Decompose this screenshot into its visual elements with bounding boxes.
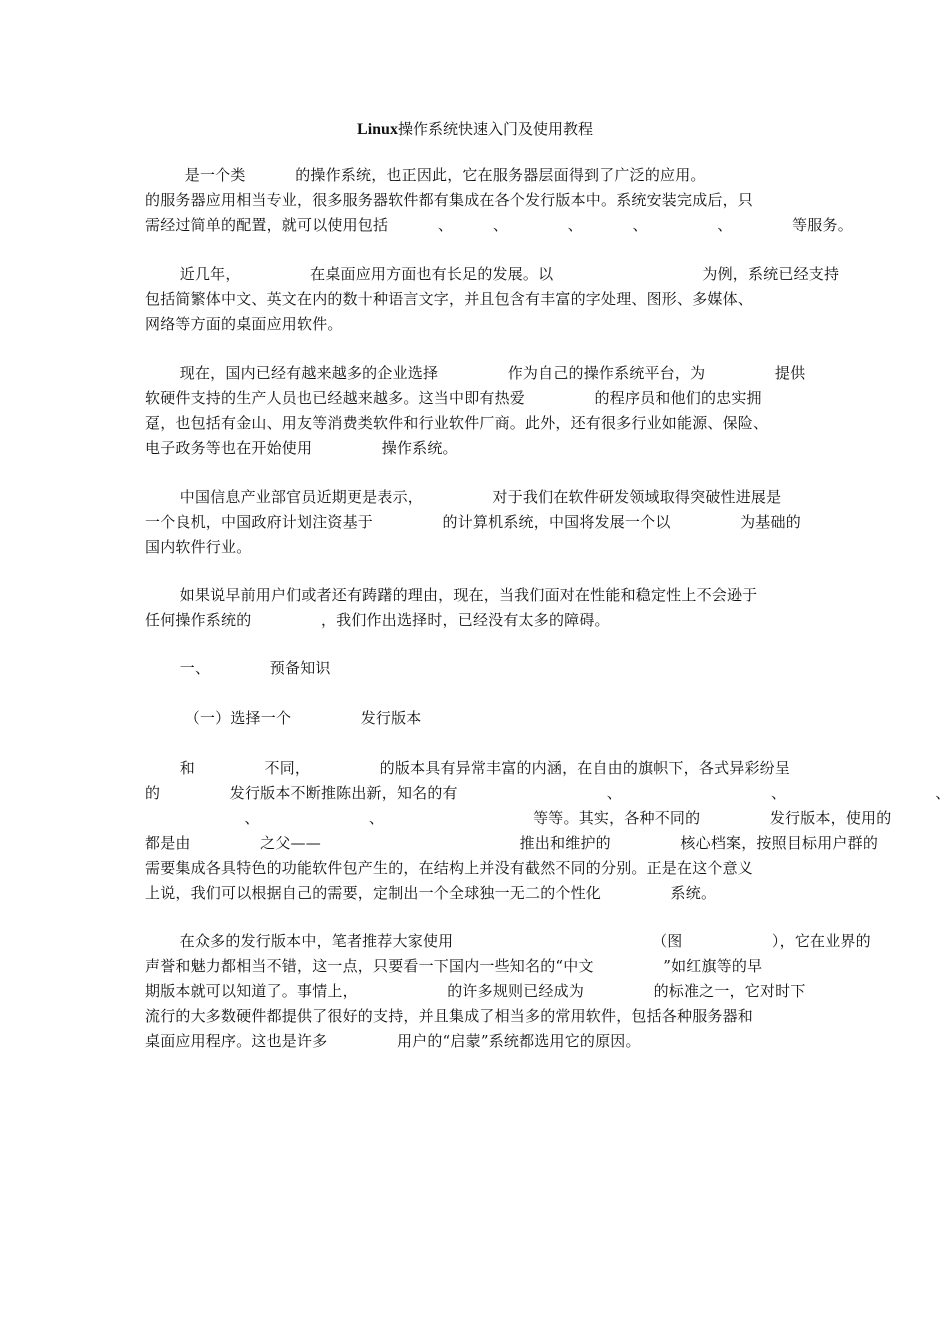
text-line: 的 发行版本不断推陈出新，知名的有 、 、 、 <box>145 784 950 802</box>
document-title <box>0 118 950 141</box>
text-line: 都是由 之父—— 推出和维护的 核心档案，按照目标用户群的 <box>145 834 879 852</box>
text-line: 一个良机，中国政府计划注资基于 的计算机系统，中国将发展一个以 为基础的 <box>145 513 801 531</box>
text-line: 如果说早前用户们或者还有踌躇的理由，现在，当我们面对在性能和稳定性上不会逊于 <box>145 586 758 604</box>
section-heading: 一、 预备知识 <box>145 659 331 677</box>
text-line: 国内软件行业。 <box>145 538 252 556</box>
text-line: 任何操作系统的 ，我们作出选择时，已经没有太多的障碍。 <box>145 611 610 629</box>
title-latin: Linux <box>357 121 398 138</box>
text-line: 是一个类 的操作系统，也正因此，它在服务器层面得到了广泛的应用。 <box>145 166 706 184</box>
text-line: 上说，我们可以根据自己的需要，定制出一个全球独一无二的个性化 系统。 <box>145 884 717 902</box>
text-line: 期版本就可以知道了。事情上， 的许多规则已经成为 的标准之一，它对时下 <box>145 982 806 1000</box>
text-line: 声誉和魅力都相当不错，这一点，只要看一下国内一些知名的“中文 ”如红旗等的早 <box>145 957 763 975</box>
text-line: 近几年， 在桌面应用方面也有长足的发展。以 为例，系统已经支持 <box>145 265 840 283</box>
text-line: 现在，国内已经有越来越多的企业选择 作为自己的操作系统平台，为 提供 <box>145 364 806 382</box>
text-line: 、 、 等等。其实，各种不同的 发行版本，使用的 <box>145 809 892 827</box>
text-line: 桌面应用程序。这也是许多 用户的“启蒙”系统都选用它的原因。 <box>145 1032 641 1050</box>
text-line: 需经过简单的配置，就可以使用包括 、 、 、 、 、 等服务。 <box>145 216 853 234</box>
text-line: 和 不同， 的版本具有异常丰富的内涵，在自由的旗帜下，各式异彩纷呈 <box>145 759 791 777</box>
text-line: 软硬件支持的生产人员也已经越来越多。这当中即有热爱 的程序员和他们的忠实拥 <box>145 389 762 407</box>
text-line: 包括简繁体中文、英文在内的数十种语言文字，并且包含有丰富的字处理、图形、多媒体、 <box>145 290 754 308</box>
subsection-heading: （一）选择一个 发行版本 <box>145 709 422 727</box>
text-line: 中国信息产业部官员近期更是表示， 对于我们在软件研发领域取得突破性进展是 <box>145 488 782 506</box>
text-line: 趸，也包括有金山、用友等消费类软件和行业软件厂商。此外，还有很多行业如能源、保险、 <box>145 414 769 432</box>
text-line: 流行的大多数硬件都提供了很好的支持，并且集成了相当多的常用软件，包括各种服务器和 <box>145 1007 754 1025</box>
text-line: 需要集成各具特色的功能软件包产生的，在结构上并没有截然不同的分别。正是在这个意义 <box>145 859 754 877</box>
text-line: 在众多的发行版本中，笔者推荐大家使用 （图 ），它在业界的 <box>145 932 871 950</box>
text-line: 的服务器应用相当专业，很多服务器软件都有集成在各个发行版本中。系统安装完成后，只 <box>145 191 754 209</box>
title-text: 操作系统快速入门及使用教程 <box>397 120 593 138</box>
text-line: 电子政务等也在开始使用 操作系统。 <box>145 439 458 457</box>
text-line: 网络等方面的桌面应用软件。 <box>145 315 343 333</box>
